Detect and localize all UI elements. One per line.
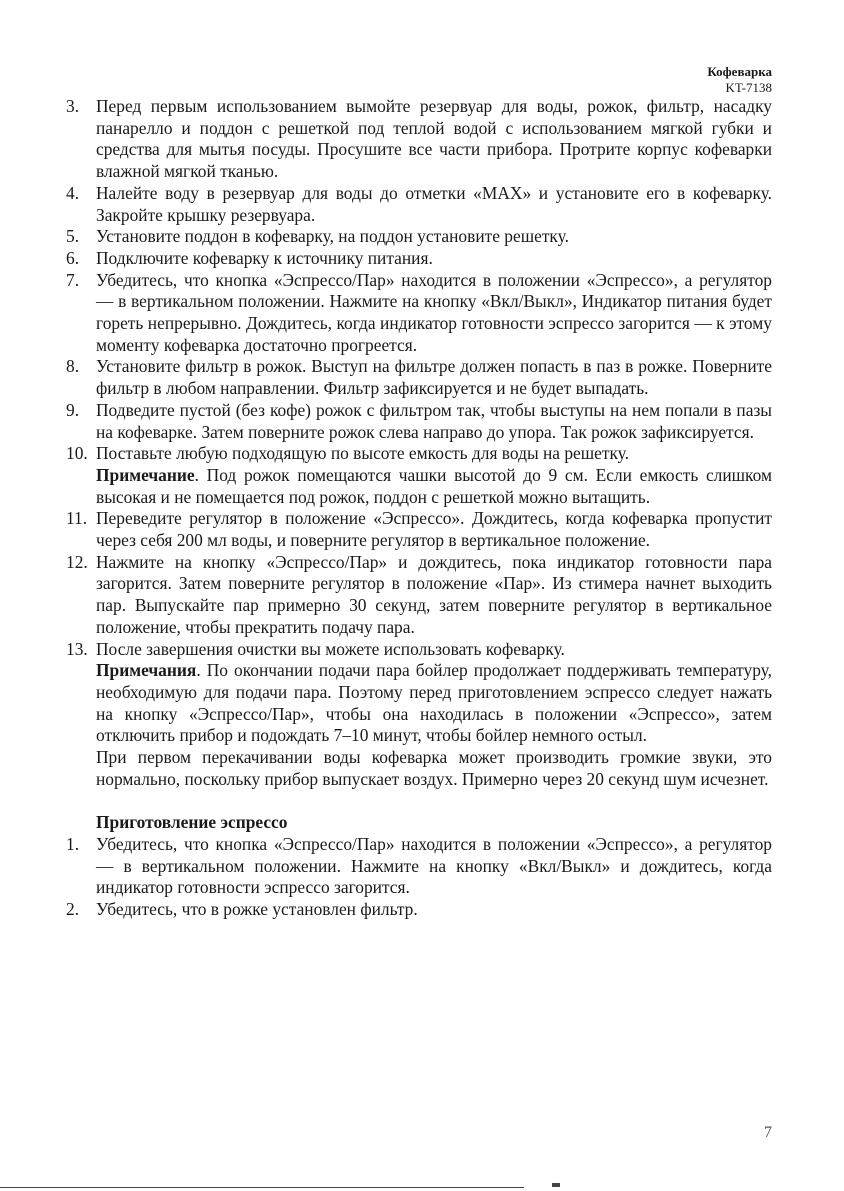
item-number: 5. bbox=[66, 226, 80, 247]
list-item bbox=[66, 270, 772, 357]
list-item bbox=[66, 226, 772, 248]
item-number: 10. bbox=[66, 443, 88, 464]
item-number: 9. bbox=[66, 399, 80, 420]
footer-mark bbox=[552, 1183, 560, 1187]
list-item bbox=[66, 183, 772, 226]
item-text: Убедитесь, что кнопка «Эспрессо/Пар» находится в положении «Эспрессо», а регулятор — в вертикальном положении. Нажмите на кнопку «Вкл/Выкл» и дождитесь, когда индикатор готовности эспрессо загорится. bbox=[96, 833, 772, 898]
note-label: Примечание bbox=[96, 464, 195, 485]
footer-rule bbox=[0, 1187, 524, 1188]
list-item bbox=[66, 356, 772, 399]
list-item bbox=[66, 248, 772, 270]
item-number: 4. bbox=[66, 182, 80, 203]
list-item bbox=[66, 443, 772, 508]
item-number: 12. bbox=[66, 551, 88, 572]
item-text: Установите поддон в кофеварку, на поддон установите решетку. bbox=[96, 226, 569, 247]
instruction-list bbox=[66, 96, 772, 791]
item-number: 13. bbox=[66, 638, 88, 659]
espresso-list bbox=[66, 834, 772, 921]
item-text: Переведите регулятор в положение «Эспрессо». Дождитесь, когда кофеварка пропустит через себя 200 мл воды, и поверните регулятор в вертикальное положение. bbox=[96, 508, 772, 551]
list-item bbox=[66, 508, 772, 551]
header-model: KT-7138 bbox=[725, 80, 772, 95]
page-content bbox=[66, 96, 772, 921]
item-number: 1. bbox=[66, 833, 80, 854]
item-text: После завершения очистки вы можете использовать кофеварку. bbox=[96, 638, 565, 659]
list-item bbox=[66, 639, 772, 791]
list-item bbox=[66, 834, 772, 899]
item-number: 2. bbox=[66, 899, 80, 919]
list-item bbox=[66, 552, 772, 639]
item-text: Установите фильтр в рожок. Выступ на фильтре должен попасть в паз в рожке. Поверните фильтр в любом направлении. Фильтр зафиксируется и не будет выпадать. bbox=[96, 356, 772, 399]
section-title: Приготовление эспрессо bbox=[96, 812, 288, 833]
note-text: . Под рожок помещаются чашки высотой до 9 см. Если емкость слишком высокая и не помещается под рожок, поддон с решеткой можно вытащить. bbox=[96, 464, 772, 507]
item-number: 7. bbox=[66, 269, 80, 290]
item-number: 6. bbox=[66, 247, 80, 268]
note bbox=[96, 465, 772, 508]
item-text: Убедитесь, что в рожке установлен фильтр. bbox=[96, 899, 418, 919]
note-extra: При первом перекачивании воды кофеварка может производить громкие звуки, это нормально, поскольку прибор выпускает воздух. Примерно через 20 секунд шум исчезнет. bbox=[96, 747, 772, 789]
header-product: Кофеварка bbox=[707, 64, 772, 79]
note-label: Примечания bbox=[96, 660, 197, 681]
item-text: Убедитесь, что кнопка «Эспрессо/Пар» находится в положении «Эспрессо», а регулятор — в вертикальном положении. Нажмите на кнопку «Вкл/Выкл», Индикатор питания будет гореть непрерывно. Дождитесь, когда индикатор готовности эспрессо загорится — к этому моменту кофеварка достаточно прогреется. bbox=[96, 269, 772, 355]
item-text: Перед первым использованием вымойте резервуар для воды, рожок, фильтр, насадку панарелло и поддон с решеткой под теплой водой с использованием мягкой губки и средства для мытья посуды. Просушите все части прибора. Протрите корпус кофеварки влажной мягкой тканью. bbox=[96, 96, 772, 182]
item-number: 8. bbox=[66, 356, 80, 377]
list-item bbox=[66, 400, 772, 443]
page-header bbox=[707, 64, 772, 96]
note bbox=[96, 660, 772, 747]
item-text: Нажмите на кнопку «Эспрессо/Пар» и дождитесь, пока индикатор готовности пара загорится. Затем поверните регулятор в положение «Пар». Из стимера начнет выходить пар. Выпускайте пар примерно 30 секунд, затем поверните регулятор в вертикальное положение, чтобы прекратить подачу пара. bbox=[96, 551, 772, 637]
item-text: Поставьте любую подходящую по высоте емкость для воды на решетку. bbox=[96, 443, 629, 464]
page-number: 7 bbox=[764, 1124, 772, 1141]
list-item bbox=[66, 96, 772, 183]
note-text: . По окончании подачи пара бойлер продолжает поддерживать температуру, необходимую для подачи пара. Поэтому перед приготовлением эспрессо следует нажать на кнопку «Эспрессо/Пар», чтобы она находилась в положении «Эспрессо», затем отключить прибор и подождать 7–10 минут, чтобы бойлер немного остыл. bbox=[96, 660, 772, 746]
item-text: Подключите кофеварку к источнику питания. bbox=[96, 247, 433, 268]
list-item bbox=[66, 899, 772, 921]
item-text: Налейте воду в резервуар для воды до отметки «MAX» и установите его в кофеварку. Закройте крышку резервуара. bbox=[96, 182, 772, 225]
item-number: 11. bbox=[66, 508, 88, 529]
item-number: 3. bbox=[66, 96, 80, 116]
item-text: Подведите пустой (без кофе) рожок с фильтром так, чтобы выступы на нем попали в пазы на кофеварке. Затем поверните рожок слева направо до упора. Так рожок зафиксируется. bbox=[96, 399, 772, 442]
